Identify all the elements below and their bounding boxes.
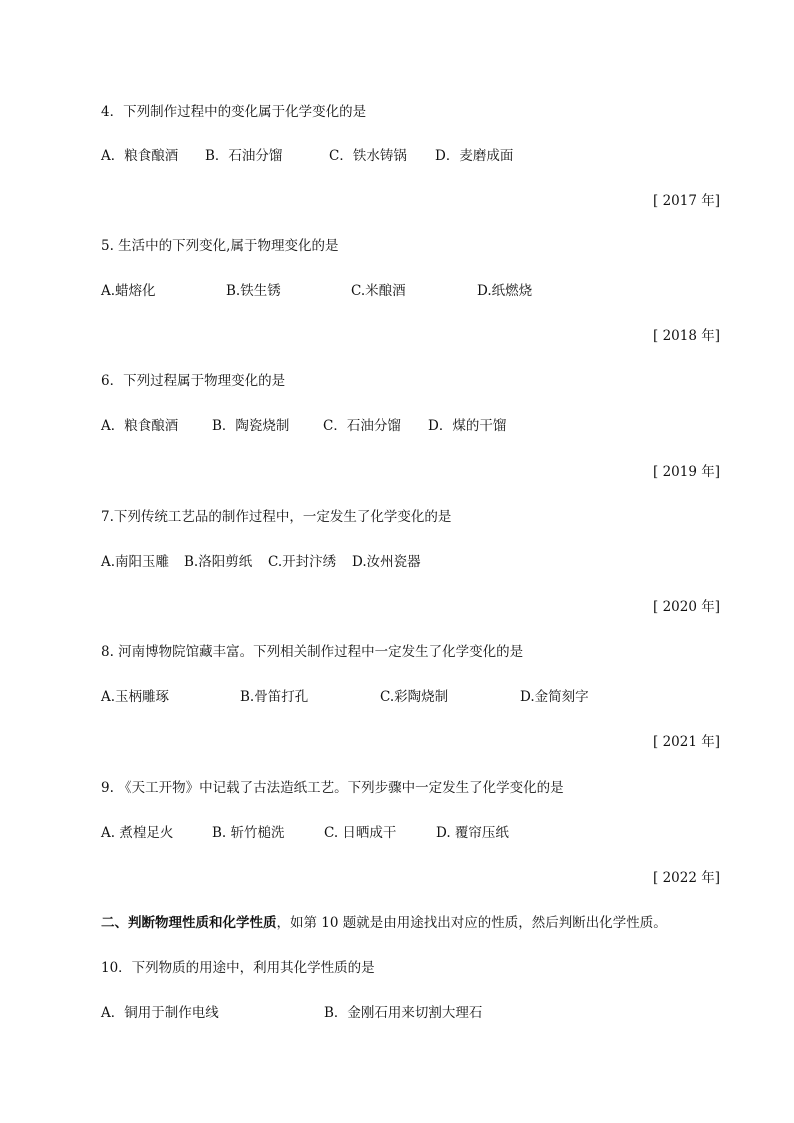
question-5-stem: 5. 生活中的下列变化,属于物理变化的是 [101, 238, 339, 254]
option-d: D.金简刻字 [520, 689, 589, 705]
option-a: A．铜用于制作电线 [101, 1005, 219, 1021]
year-tag: [ 2020 年] [653, 599, 720, 615]
section-heading [101, 914, 667, 932]
option-a: A.南阳玉雕 [101, 554, 170, 570]
question-7-stem: 7.下列传统工艺品的制作过程中，一定发生了化学变化的是 [101, 509, 452, 525]
option-a: A．粮食酿酒 [101, 148, 179, 164]
question-9-stem: 9. 《天工开物》中记载了古法造纸工艺。下列步骤中一定发生了化学变化的是 [101, 780, 564, 796]
section-heading-bold: 二、判断物理性质和化学性质 [101, 915, 277, 931]
question-7-options [101, 553, 421, 571]
option-a: A.蜡熔化 [101, 283, 156, 299]
option-b: B.洛阳剪纸 [184, 554, 253, 570]
option-b: B．石油分馏 [205, 148, 283, 164]
option-d: D．煤的干馏 [428, 418, 507, 434]
option-c: C.开封汴绣 [268, 554, 337, 570]
option-d: D．麦磨成面 [435, 148, 514, 164]
question-10-options [101, 1004, 482, 1022]
question-6-options [101, 417, 506, 435]
option-c: C. 日晒成干 [324, 825, 397, 841]
question-5-options [101, 282, 532, 300]
year-tag: [ 2022 年] [653, 870, 720, 886]
option-d: D.纸燃烧 [477, 283, 533, 299]
option-c: C.彩陶烧制 [380, 689, 449, 705]
option-c: C.米酿酒 [351, 283, 406, 299]
option-a: A.玉柄雕琢 [101, 689, 170, 705]
question-8-stem: 8. 河南博物院馆藏丰富。下列相关制作过程中一定发生了化学变化的是 [101, 644, 524, 660]
question-8-options [101, 688, 589, 706]
question-4-options [101, 147, 513, 165]
option-b: B．陶瓷烧制 [212, 418, 290, 434]
option-d: D. 覆帘压纸 [436, 825, 509, 841]
option-b: B.铁生锈 [226, 283, 281, 299]
option-a: A. 煮楻足火 [101, 825, 174, 841]
question-9-options [101, 824, 509, 842]
option-d: D.汝州瓷器 [352, 554, 421, 570]
year-tag: [ 2019 年] [653, 464, 720, 480]
option-c: C．铁水铸锅 [329, 148, 407, 164]
option-b: B. 斩竹槌洗 [212, 825, 285, 841]
option-c: C．石油分馏 [323, 418, 401, 434]
question-4-stem: 4．下列制作过程中的变化属于化学变化的是 [101, 104, 367, 120]
option-b: B．金刚石用来切割大理石 [324, 1005, 483, 1021]
question-6-stem: 6．下列过程属于物理变化的是 [101, 373, 286, 389]
year-tag: [ 2018 年] [653, 328, 720, 344]
section-heading-rest: ，如第 10 题就是由用途找出对应的性质，然后判断出化学性质。 [276, 915, 667, 931]
question-10-stem: 10．下列物质的用途中，利用其化学性质的是 [101, 960, 375, 976]
option-b: B.骨笛打孔 [240, 689, 309, 705]
option-a: A．粮食酿酒 [101, 418, 179, 434]
year-tag: [ 2021 年] [653, 734, 720, 750]
year-tag: [ 2017 年] [653, 193, 720, 209]
